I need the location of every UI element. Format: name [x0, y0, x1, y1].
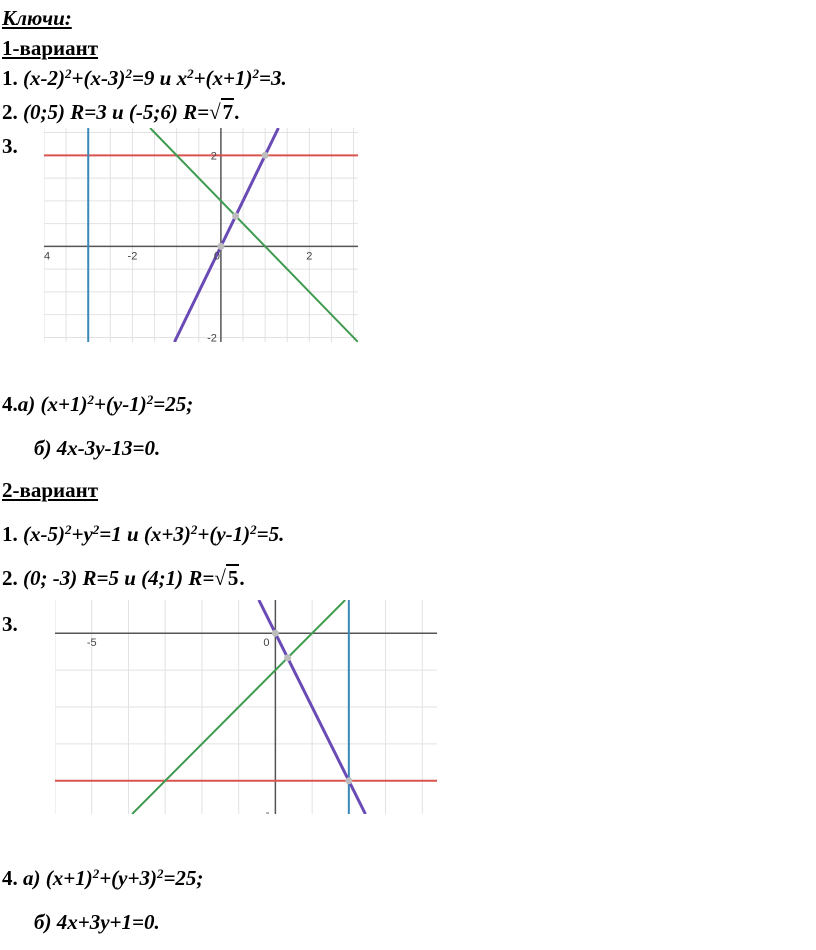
intersection-point — [272, 630, 279, 637]
intersection-point — [232, 213, 239, 220]
y-tick-label: - — [265, 807, 270, 814]
x-tick-label: 2 — [306, 250, 313, 263]
x-tick-label: -5 — [86, 637, 97, 650]
variant2-item4b: б) 4x+3y+1=0. — [34, 910, 160, 934]
x-tick-label: 0 — [263, 637, 270, 650]
page-heading: Ключи: — [2, 6, 72, 30]
x-tick-label: 4 — [44, 250, 51, 263]
variant2-item2: 2. (0; -3) R=5 и (4;1) R=√5. — [2, 566, 245, 590]
variant2-graph-svg — [55, 600, 437, 814]
variant1-item1: 1. $(x-2)^2+(x-3)^2=9$ и $x^2+(x+1)^2=3$. — [2, 65, 287, 90]
x-tick-label: -2 — [127, 250, 138, 263]
variant1-item4b: б) 4x-3y-13=0. — [34, 436, 161, 460]
sqrt-symbol: √7 — [209, 100, 234, 124]
variant1-item4a: 4.а) $(x+1)^2+(y-1)^2=25$; — [2, 391, 194, 416]
intersection-point — [262, 152, 269, 159]
sqrt-symbol: √5 — [214, 566, 239, 590]
x-tick-label: 0 — [213, 250, 220, 263]
series-line-3 — [150, 128, 358, 342]
variant2-item3-label: 3. — [2, 612, 18, 636]
intersection-point — [345, 777, 352, 784]
variant1-title: 1-вариант — [2, 36, 99, 60]
variant1-graph — [44, 128, 358, 342]
y-tick-label: -2 — [207, 332, 217, 342]
variant1-item3-label: 3. — [2, 134, 18, 158]
variant1-item2: 2. (0;5) R=3 и (-5;6) R=√7. — [2, 100, 240, 124]
series-line-4 — [174, 128, 278, 342]
intersection-point — [284, 654, 291, 661]
variant2-title: 2-вариант — [2, 478, 99, 502]
variant2-graph — [55, 600, 437, 814]
intersection-point — [217, 243, 224, 250]
variant2-item4a: 4. а) $(x+1)^2+(y+3)^2=25$; — [2, 865, 204, 890]
variant1-graph-svg — [44, 128, 358, 342]
y-tick-label: 2 — [210, 150, 217, 163]
variant2-item1: 1. $(x-5)^2+y^2=1$ и $(x+3)^2+(y-1)^2=5$. — [2, 521, 285, 546]
